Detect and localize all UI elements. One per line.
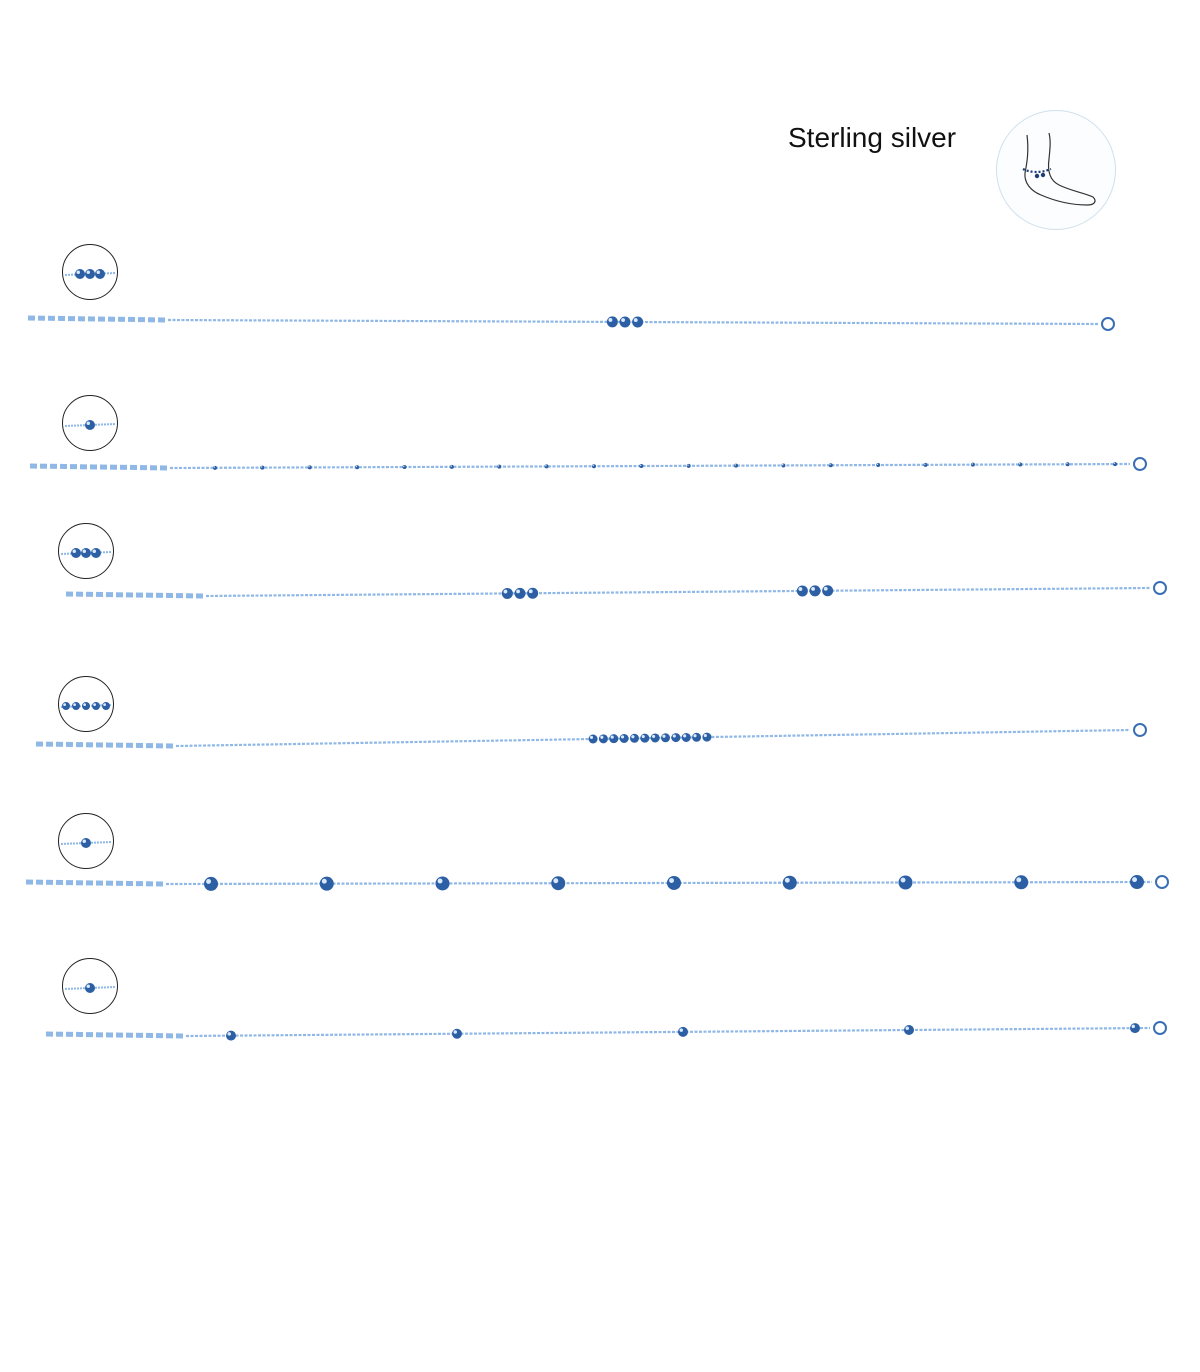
chain-bead-highlight bbox=[621, 735, 624, 738]
chain-bead bbox=[971, 463, 975, 467]
chain-bead bbox=[667, 876, 681, 890]
chain-bead-highlight bbox=[642, 735, 645, 738]
chain-bead-highlight bbox=[322, 879, 327, 884]
spring-clasp bbox=[1154, 582, 1166, 594]
chain-bead-highlight bbox=[214, 466, 215, 467]
chain-bead-highlight bbox=[811, 587, 815, 591]
extension-chain bbox=[66, 594, 206, 596]
thumbnail-bead-highlight bbox=[97, 271, 101, 275]
thumbnail-bead-highlight bbox=[83, 840, 87, 844]
chain-bead-highlight bbox=[1066, 463, 1067, 464]
chain-bead-highlight bbox=[593, 465, 594, 466]
chain-bead bbox=[640, 734, 649, 743]
chain-bead bbox=[609, 734, 618, 743]
chain-bead-highlight bbox=[206, 879, 211, 884]
chain-bead-highlight bbox=[901, 878, 906, 883]
chain-bead-highlight bbox=[704, 734, 707, 737]
thumbnail-bead bbox=[102, 702, 110, 710]
chain-bead-highlight bbox=[1114, 463, 1115, 464]
chain-bead bbox=[450, 465, 454, 469]
chain-bead-highlight bbox=[662, 735, 665, 738]
chain-bead bbox=[497, 465, 501, 469]
chain-bead-highlight bbox=[687, 464, 688, 465]
thumbnail-bead bbox=[71, 548, 81, 558]
chain-bead bbox=[607, 316, 618, 327]
chain-bead bbox=[599, 734, 608, 743]
main-chain bbox=[176, 730, 1130, 746]
chain-bead-highlight bbox=[782, 464, 783, 465]
chain-bead-highlight bbox=[504, 590, 508, 594]
chain-bead-highlight bbox=[971, 463, 972, 464]
extension-chain bbox=[36, 744, 176, 746]
chain-bead bbox=[734, 464, 738, 468]
chain-bead-highlight bbox=[450, 465, 451, 466]
chain-bead bbox=[1113, 462, 1117, 466]
chain-bead-highlight bbox=[799, 587, 803, 591]
foot-with-anklet-icon bbox=[997, 111, 1115, 229]
chain-bead-highlight bbox=[683, 734, 686, 737]
main-chain bbox=[166, 882, 1152, 884]
chain-bead bbox=[797, 585, 808, 596]
chain-bead bbox=[551, 876, 565, 890]
anklet-thumbnail-1 bbox=[62, 244, 118, 300]
thumbnail-bead-highlight bbox=[103, 703, 106, 706]
thumbnail-bead bbox=[62, 702, 70, 710]
spring-clasp bbox=[1102, 318, 1114, 330]
chain-bead-highlight bbox=[634, 318, 638, 322]
spring-clasp bbox=[1134, 724, 1146, 736]
thumbnail-bead-highlight bbox=[77, 271, 81, 275]
chain-bead bbox=[1130, 875, 1144, 889]
chain-bead bbox=[639, 464, 643, 468]
chain-bead bbox=[308, 465, 312, 469]
chain-bead-highlight bbox=[829, 464, 830, 465]
main-chain bbox=[206, 588, 1150, 596]
chain-bead-highlight bbox=[261, 466, 262, 467]
chain-bead bbox=[678, 1027, 688, 1037]
chain-bead-highlight bbox=[454, 1030, 458, 1034]
thumbnail-bead-highlight bbox=[87, 985, 91, 989]
chain-bead-highlight bbox=[228, 1032, 232, 1036]
chain-bead bbox=[822, 585, 833, 596]
chain-bead bbox=[702, 733, 711, 742]
thumbnail-bead bbox=[85, 269, 95, 279]
chain-bead bbox=[204, 877, 218, 891]
chain-bead bbox=[651, 733, 660, 742]
chain-bead-highlight bbox=[553, 878, 558, 883]
chain-bead bbox=[630, 734, 639, 743]
chain-bead-highlight bbox=[631, 735, 634, 738]
chain-bead bbox=[436, 876, 450, 890]
anklet-thumbnail-4 bbox=[58, 676, 114, 732]
chain-bead bbox=[213, 466, 217, 470]
thumbnail-bead-highlight bbox=[87, 271, 91, 275]
chain-bead bbox=[632, 317, 643, 328]
chain-bead-highlight bbox=[693, 734, 696, 737]
chain-bead-highlight bbox=[308, 466, 309, 467]
thumbnail-bead-highlight bbox=[73, 550, 77, 554]
chain-bead bbox=[1066, 462, 1070, 466]
chain-bead-highlight bbox=[545, 465, 546, 466]
chain-bead bbox=[1018, 462, 1022, 466]
spring-clasp bbox=[1154, 1022, 1166, 1034]
chain-bead-highlight bbox=[403, 466, 404, 467]
chain-bead bbox=[226, 1031, 236, 1041]
chain-bead bbox=[355, 465, 359, 469]
chain-bead bbox=[781, 463, 785, 467]
main-chain bbox=[186, 1028, 1150, 1036]
chain-bead bbox=[320, 877, 334, 891]
chain-bead-highlight bbox=[1019, 463, 1020, 464]
thumbnail-bead-highlight bbox=[83, 703, 86, 706]
chain-bead-highlight bbox=[877, 464, 878, 465]
chain-bead bbox=[904, 1025, 914, 1035]
thumbnail-bead bbox=[92, 702, 100, 710]
chain-bead bbox=[620, 316, 631, 327]
thumbnail-bead bbox=[72, 702, 80, 710]
chain-bead bbox=[810, 585, 821, 596]
thumbnail-bead-highlight bbox=[83, 550, 87, 554]
thumbnail-bead bbox=[95, 269, 105, 279]
chain-bead bbox=[783, 876, 797, 890]
chain-bead bbox=[1014, 875, 1028, 889]
thumbnail-bead-highlight bbox=[93, 550, 97, 554]
chain-bead bbox=[502, 588, 513, 599]
chain-bead-highlight bbox=[516, 589, 520, 593]
chain-bead-highlight bbox=[1132, 877, 1137, 882]
chain-bead bbox=[671, 733, 680, 742]
thumbnail-bead bbox=[81, 548, 91, 558]
chain-bead-highlight bbox=[640, 465, 641, 466]
chain-bead bbox=[452, 1029, 462, 1039]
thumbnail-bead-highlight bbox=[87, 422, 91, 426]
extension-chain bbox=[46, 1034, 186, 1036]
anklet-thumbnail-3 bbox=[58, 523, 114, 579]
thumbnail-bead bbox=[85, 420, 95, 430]
chain-bead-highlight bbox=[1132, 1025, 1136, 1029]
main-chain bbox=[170, 464, 1130, 468]
extension-chain bbox=[28, 318, 168, 320]
chain-bead bbox=[829, 463, 833, 467]
chain-bead-highlight bbox=[621, 318, 625, 322]
thumbnail-bead bbox=[75, 269, 85, 279]
anklet-thumbnail-2 bbox=[62, 395, 118, 451]
chain-bead-highlight bbox=[498, 465, 499, 466]
main-chain bbox=[168, 320, 1098, 324]
chain-bead-highlight bbox=[652, 735, 655, 738]
anklet-thumbnail-6 bbox=[62, 958, 118, 1014]
chain-bead-highlight bbox=[735, 464, 736, 465]
chain-bead-highlight bbox=[590, 736, 593, 739]
chain-bead bbox=[1130, 1023, 1140, 1033]
chain-bead-highlight bbox=[824, 587, 828, 591]
chain-bead-highlight bbox=[1016, 877, 1021, 882]
page-title: Sterling silver bbox=[788, 122, 957, 153]
spring-clasp bbox=[1134, 458, 1146, 470]
chain-bead-highlight bbox=[529, 589, 533, 593]
chain-bead bbox=[527, 588, 538, 599]
foot-badge bbox=[996, 110, 1116, 230]
chain-bead bbox=[682, 733, 691, 742]
chain-bead bbox=[899, 876, 913, 890]
thumbnail-bead bbox=[82, 702, 90, 710]
spring-clasp bbox=[1156, 876, 1168, 888]
chain-bead bbox=[589, 735, 598, 744]
chain-bead bbox=[876, 463, 880, 467]
chain-bead-highlight bbox=[669, 878, 674, 883]
extension-chain bbox=[26, 882, 166, 884]
chain-bead bbox=[620, 734, 629, 743]
chain-bead bbox=[592, 464, 596, 468]
chain-bead-highlight bbox=[356, 466, 357, 467]
thumbnail-bead bbox=[91, 548, 101, 558]
chain-bead bbox=[661, 733, 670, 742]
chain-bead bbox=[402, 465, 406, 469]
chain-bead bbox=[687, 464, 691, 468]
thumbnail-bead bbox=[81, 838, 91, 848]
chain-bead-highlight bbox=[924, 463, 925, 464]
extension-chain bbox=[30, 466, 170, 468]
chain-bead-highlight bbox=[673, 734, 676, 737]
thumbnail-bead bbox=[85, 983, 95, 993]
chain-bead-highlight bbox=[906, 1027, 910, 1031]
thumbnail-bead-highlight bbox=[73, 703, 76, 706]
chain-bead-highlight bbox=[785, 878, 790, 883]
chain-bead-highlight bbox=[680, 1028, 684, 1032]
chain-bead bbox=[515, 588, 526, 599]
chain-bead bbox=[260, 466, 264, 470]
chain-bead bbox=[545, 464, 549, 468]
anklet-thumbnail-5 bbox=[58, 813, 114, 869]
chain-bead bbox=[692, 733, 701, 742]
chain-bead-highlight bbox=[438, 879, 443, 884]
chain-bead-highlight bbox=[600, 736, 603, 739]
chain-bead-highlight bbox=[609, 318, 613, 322]
thumbnail-bead-highlight bbox=[93, 703, 96, 706]
chain-bead-highlight bbox=[611, 736, 614, 739]
chain-bead bbox=[924, 463, 928, 467]
thumbnail-bead-highlight bbox=[63, 703, 66, 706]
